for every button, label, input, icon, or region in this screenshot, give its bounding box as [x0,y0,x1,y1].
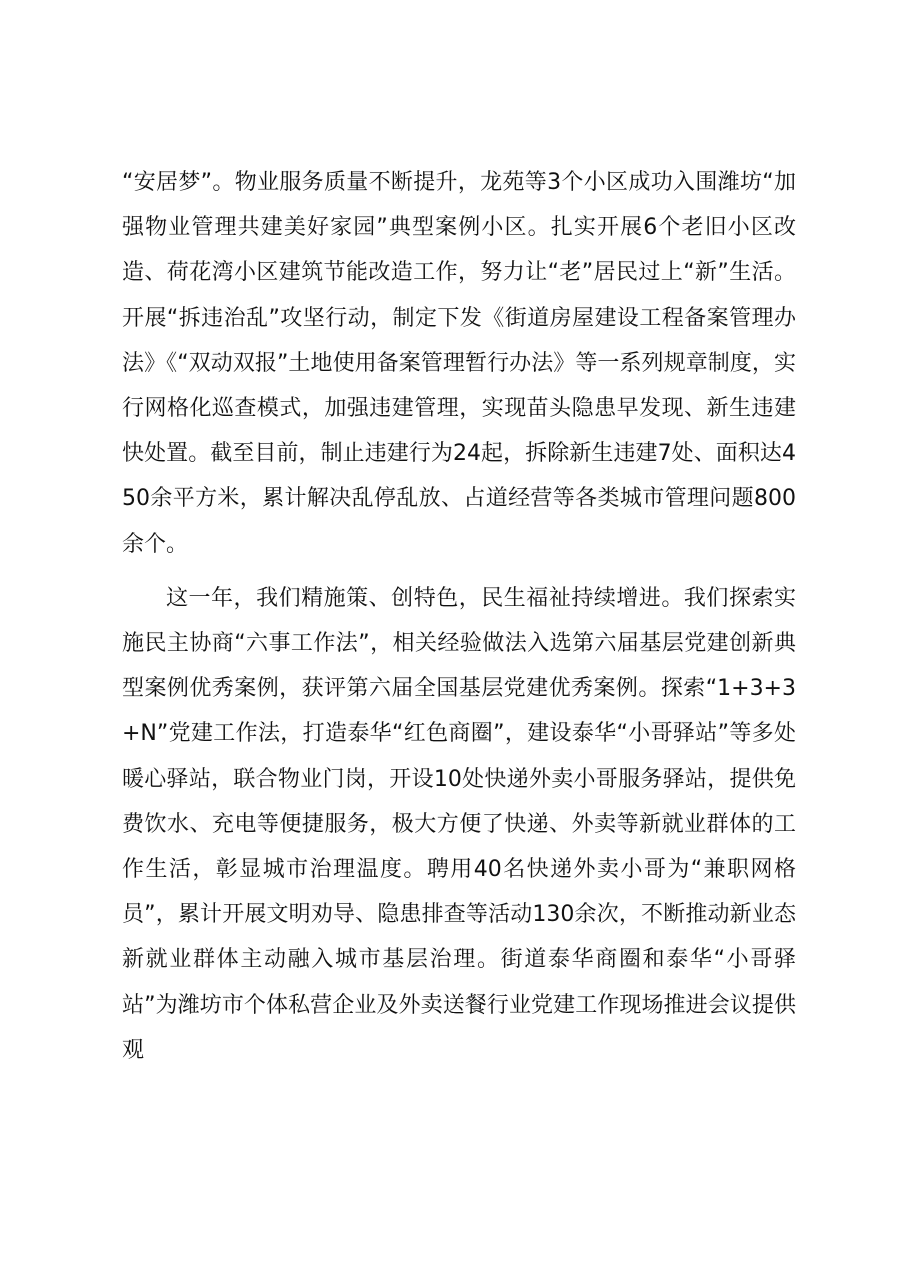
paragraph-property-management: “安居梦”。物业服务质量不断提升，龙苑等3个小区成功入围潍坊“加强物业管理共建美好家园”典型案例小区。扎实开展6个老旧小区改造、荷花湾小区建筑节能改造工作，努力让“老”居民过上“新”生活。开展“拆违治乱”攻坚行动，制定下发《街道房屋建设工程备案管理办法》《“双动双报”土地使用备案管理暂行办法》等一系列规章制度，实行网格化巡查模式，加强违建管理，实现苗头隐患早发现、新生违建快处置。截至目前，制止违建行为24起，拆除新生违建7处、面积达450余平方米，累计解决乱停乱放、占道经营等各类城市管理问题800余个。 [122,170,796,557]
document-body [122,160,796,1073]
paragraph-livelihood-wellbeing: 这一年，我们精施策、创特色，民生福祉持续增进。我们探索实施民主协商“六事工作法”，相关经验做法入选第六届基层党建创新典型案例优秀案例，获评第六届全国基层党建优秀案例。探索“1+3+3+N”党建工作法，打造泰华“红色商圈”，建设泰华“小哥驿站”等多处暖心驿站，联合物业门岗，开设10处快递外卖小哥服务驿站，提供免费饮水、充电等便捷服务，极大方便了快递、外卖等新就业群体的工作生活，彰显城市治理温度。聘用40名快递外卖小哥为“兼职网格员”，累计开展文明劝导、隐患排查等活动130余次，不断推动新业态新就业群体主动融入城市基层治理。街道泰华商圈和泰华“小哥驿站”为潍坊市个体私营企业及外卖送餐行业党建工作现场推进会议提供观 [122,585,796,1063]
